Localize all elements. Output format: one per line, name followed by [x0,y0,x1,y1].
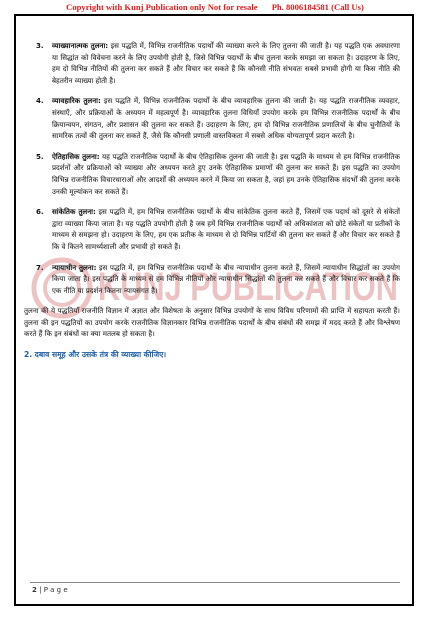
item-text: यह पद्धति राजनीतिक पदार्थों के बीच ऐतिहासिक तुलना की जाती है। इस पद्धति के माध्यम से हम विभिन्न राजनीतिक प्रदर्शनों और प्रक्रियाओं को व्याख्या और अध्ययन करते हुए उनके ऐतिहासिक प्रमाणों की तुलना कर सकते हैं। इस पद्धति का उपयोग विभिन्न राजनीतिक विचारधाराओं और आदर्शों की अध्ययन करने में किया जा सकता है, जहां हम उनके ऐतिहासिक संदर्भों की तुलना करके उनकी मूल्यांकन कर सकते हैं। [52,151,401,196]
phone-number: Ph. 8006184581 (Call Us) [271,2,364,12]
list-item [30,262,400,297]
item-text: इस पद्धति में, विभिन्न राजनीतिक पदार्थों की व्याख्या करने के लिए तुलना की जाती है। यह पद्धति एक अवधारणा या सिद्धांत को विवेचना करने के लिए उपयोगी होती है, जिसे विभिन्न पदार्थों के बीच तुलना करके समझा जा सकता है। उदाहरण के लिए, हम दो विभिन्न नीतियों की तुलना कर सकते हैं और विचार कर सकते हैं कि कौनसी नीति संभवतः सबसे प्रभावी होगी या किस नीति की बेहतरीन व्याख्या होती है। [52,41,400,85]
item-number: 6. [36,207,44,217]
page-label: | P a g e [39,586,68,594]
item-term: सांकेतिक तुलना: [52,207,96,217]
watermark-text: KUNJ PUBLICATION [98,265,398,309]
item-number: 4. [36,96,44,106]
list-item [30,206,400,252]
item-number: 5. [36,151,44,161]
item-term: ऐतिहासिक तुलना: [52,151,100,161]
main-content [24,40,401,360]
item-term: व्यावहारिक तुलना: [52,96,101,106]
item-text: इस पद्धति में, विभिन्न राजनीतिक पदार्थों के बीच व्यावहारिक तुलना की जाती है। यह पद्धति राजनीतिक व्यवहार, संस्थाएँ, और प्रक्रियाओं के अध्ययन में महत्वपूर्ण है। व्यावहारिक तुलना विधियाँ उपयोग करके हम विभिन्न राजनीतिक पदार्थों के बीच क्रियान्वयन, संगठन, और प्रशासन की तुलना कर सकते हैं। उदाहरण के लिए, हम दो विभिन्न राजनीतिक प्रणालियों के बीच चुनौतियों के सामरिक तत्वों की तुलना कर सकते हैं, जैसे कि कौनसी प्रणाली वास्तविकता में सबसे अधिक योग्यतापूर्ण प्रदान करती है। [52,96,401,141]
item-text: इस पद्धति में, हम विभिन्न राजनीतिक पदार्थों के बीच सांकेतिक तुलना करते हैं, जिसमें एक पदार्थ को दूसरे से संकेतों द्वारा व्याख्या किया जाता है। यह पद्धति उपयोगी होती है जब हमें विभिन्न राजनीतिक पदार्थों को अधिकांशता को छोटे संकेतों या प्रतीकों के माध्यम से समझना हो। उदाहरण के लिए, हम एक प्रतीक के माध्यम से दो विभिन्न पार्टियों की तुलना कर सकते हैं और विचार कर सकते हैं कि वे कितने सामर्थ्यशाली और प्रभावी हो सकते हैं। [52,207,400,251]
copyright-notice: Copyright with Kunj Publication only Not for resale [66,2,258,12]
footer-divider [30,582,400,583]
question-heading: 2. दबाव समूह और उसके तंत्र की व्याख्या कीजिए। [24,350,167,360]
conclusion-paragraph: तुलना की ये पद्धतियाँ राजनीति विज्ञान में अज्ञात और विशेषता के अनुसार विभिन्न उपयोगों के साथ विविध परिणामों की प्राप्ति में सहायता करती हैं। तुलना की इन पद्धतियों का उपयोग करके राजनीतिक विज्ञानकार विभिन्न राजनीतिक पदार्थों के बीच संबंधों की समझ में मदद करते हैं और विश्लेषण करते हैं कि इन संबंधों का क्या मतलब हो सकता है। [24,306,400,339]
page-header [0,2,430,12]
list-item [30,151,400,197]
item-number: 7. [36,262,44,272]
list-item [30,40,400,86]
item-number: 3. [36,41,44,50]
page-number: 2 [32,586,37,594]
item-text: इस पद्धति में, हम विभिन्न राजनीतिक पदार्थों के बीच न्यायाधीन तुलना करते हैं, जिसमें न्यायाधीन सिद्धांतों का उपयोग किया जाता है। इस पद्धति के माध्यम से हम विभिन्न नीतियों और न्यायाधीन सिद्धांतों की तुलना कर सकते हैं और विचार कर सकते हैं कि एक नीति या प्रदर्शन कितना न्यायसंगत है। [52,262,400,295]
page-footer [32,586,68,594]
item-term: न्यायाधीन तुलना: [52,262,97,272]
item-term: व्याख्यानात्मक तुलना: [52,41,109,50]
list-item [30,95,400,141]
